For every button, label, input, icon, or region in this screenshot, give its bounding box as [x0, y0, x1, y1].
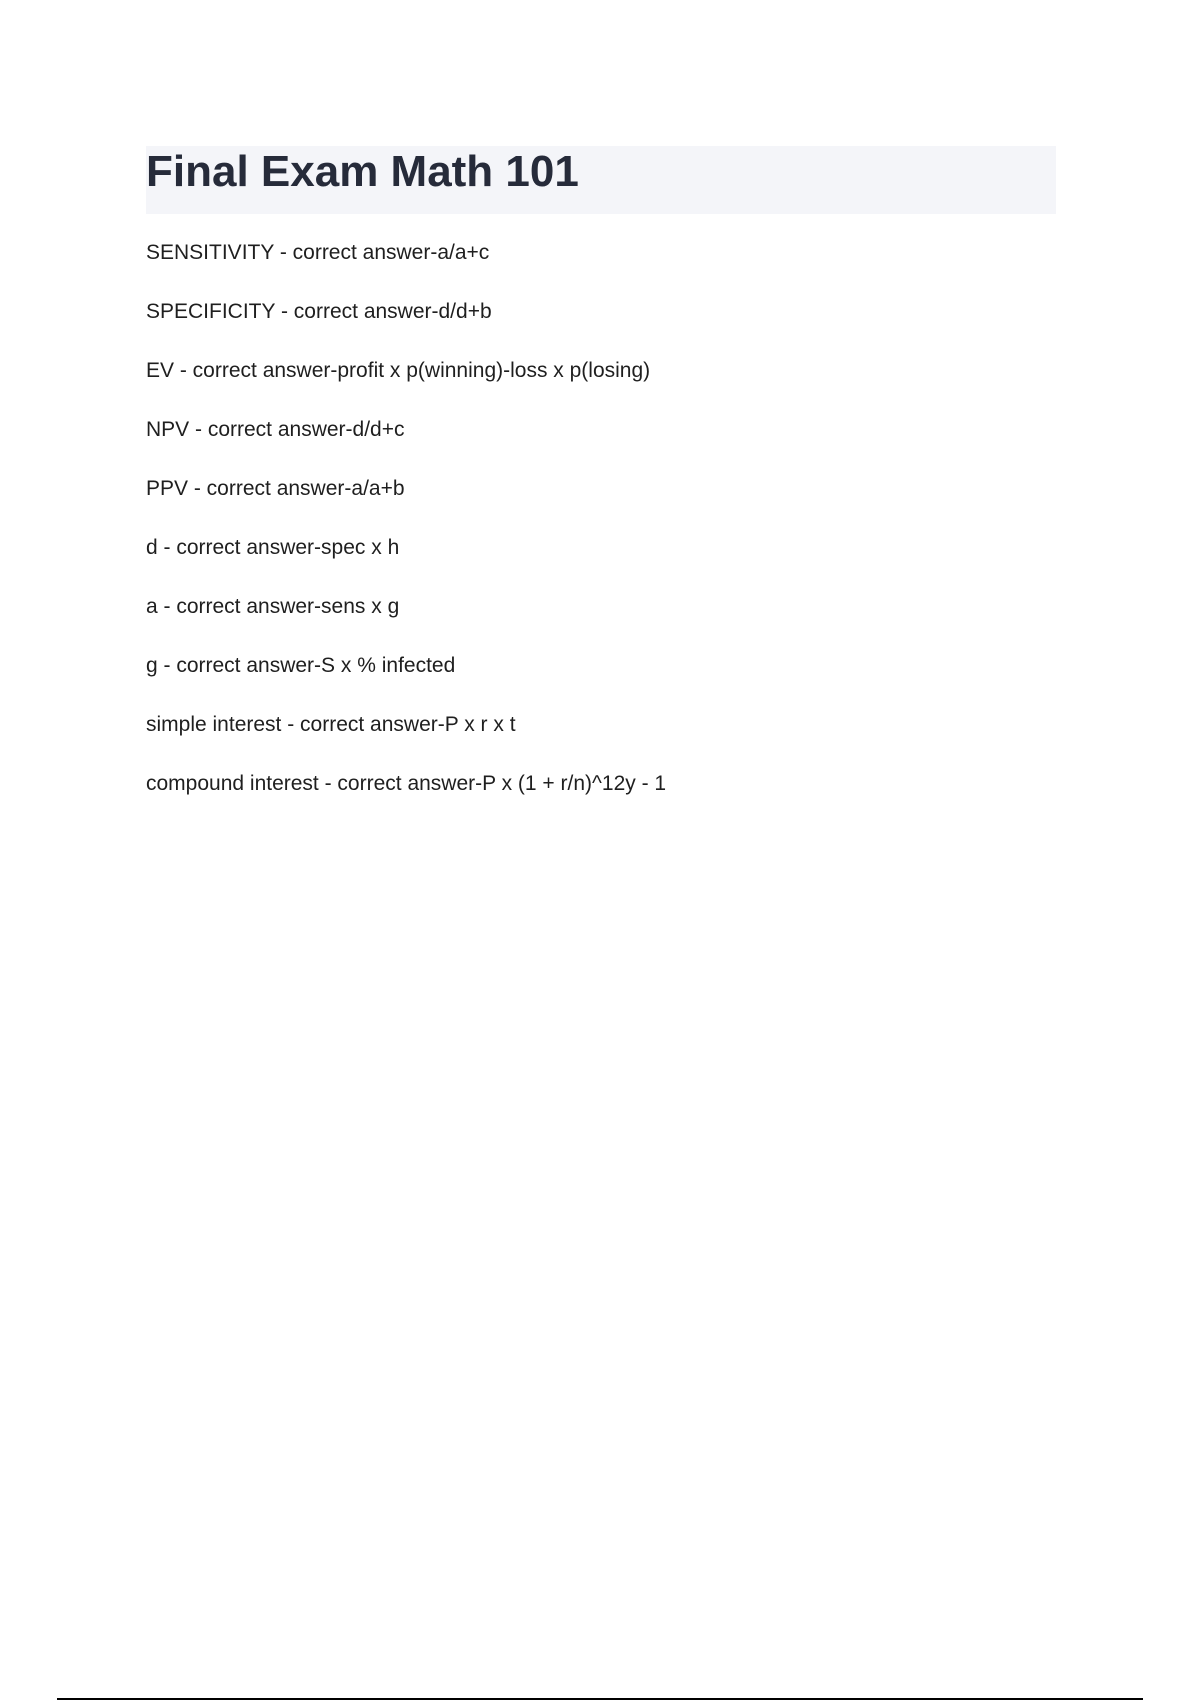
list-item: d - correct answer-spec x h: [146, 536, 400, 559]
flashcard-list: [146, 238, 1056, 828]
list-item: a - correct answer-sens x g: [146, 595, 400, 618]
list-item: EV - correct answer-profit x p(winning)-loss x p(losing): [146, 359, 651, 382]
list-item: SENSITIVITY - correct answer-a/a+c: [146, 241, 490, 264]
page-title: Final Exam Math 101: [146, 147, 579, 196]
list-item: PPV - correct answer-a/a+b: [146, 477, 405, 500]
list-item: simple interest - correct answer-P x r x t: [146, 713, 516, 736]
list-item: SPECIFICITY - correct answer-d/d+b: [146, 300, 492, 323]
list-item: g - correct answer-S x % infected: [146, 654, 456, 677]
title-banner: [146, 146, 1056, 214]
list-item: compound interest - correct answer-P x (1 + r/n)^12y - 1: [146, 772, 667, 795]
list-item: NPV - correct answer-d/d+c: [146, 418, 405, 441]
